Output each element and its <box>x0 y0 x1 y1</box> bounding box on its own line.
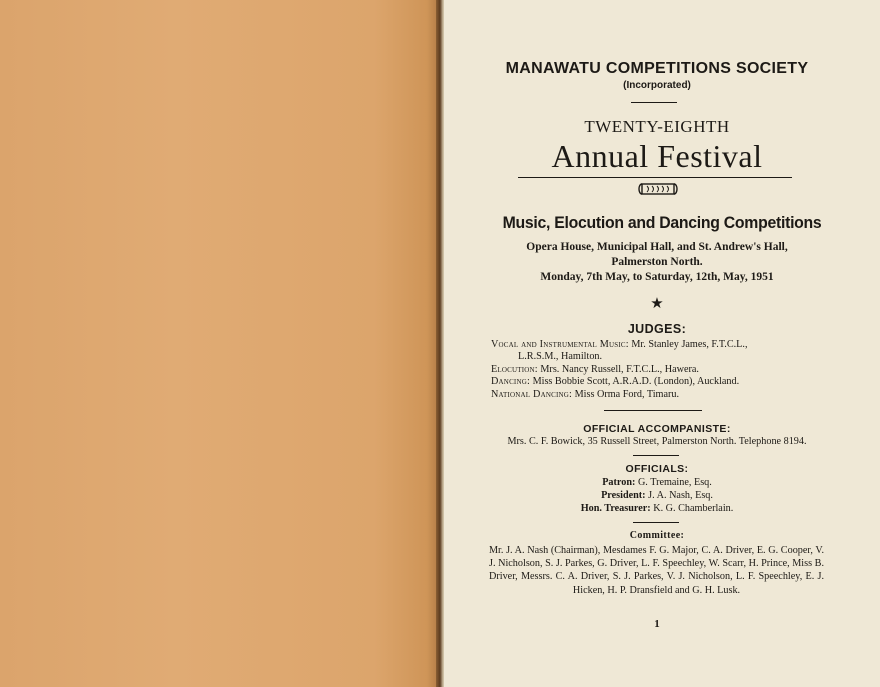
competitions-heading: Music, Elocution and Dancing Competitions <box>502 213 822 232</box>
judge-vocal-name: Mr. Stanley James, F.T.C.L., <box>631 339 748 350</box>
judge-dancing <box>491 376 823 389</box>
judge-dancing-name: Miss Bobbie Scott, A.R.A.D. (London), Auckland. <box>532 376 740 387</box>
treasurer-label: Hon. Treasurer: <box>580 503 651 514</box>
committee-members: Mr. J. A. Nash (Chairman), Mesdames F. G. Major, C. A. Driver, E. G. Cooper, V. J. Nicholson, S. J. Parkes, G. Driver, L. F. Speechley, W. Scarr, H. Prince, Miss B. Driver, Messrs. C. A. Driver, S. J. Parkes, V. J. Nicholson, L. F. Speechley, E. J. Hicken, H. P. Dransfield and G. H. Lusk. <box>489 545 824 596</box>
president-line <box>491 490 823 501</box>
venue-line: Opera House, Municipal Hall, and St. Andrew's Hall, <box>526 241 788 253</box>
judge-vocal-cont: L.R.S.M., Hamilton. <box>518 351 603 362</box>
title-underline <box>518 177 792 178</box>
president-label: President: <box>601 490 646 501</box>
festival-dates: Monday, 7th May, to Saturday, 12th, May, 1951 <box>540 271 774 283</box>
judge-elocution <box>491 364 823 377</box>
star-icon: ★ <box>650 296 664 312</box>
scroll-ornament-icon <box>638 181 678 197</box>
incorporated-note: (Incorporated) <box>623 80 691 91</box>
society-name: MANAWATU COMPETITIONS SOCIETY <box>505 60 809 77</box>
divider-rule <box>633 455 679 456</box>
judges-heading: JUDGES: <box>627 322 687 336</box>
judge-elocution-name: Mrs. Nancy Russell, F.T.C.L., Hawera. <box>540 364 699 375</box>
judge-national-name: Miss Orma Ford, Timaru. <box>574 389 680 400</box>
divider-rule <box>633 522 679 523</box>
judge-vocal-label: Vocal and Instrumental Music: <box>491 339 629 350</box>
judge-national <box>491 389 823 402</box>
programme-title-page <box>444 0 880 687</box>
accompaniste-details: Mrs. C. F. Bowick, 35 Russell Street, Palmerston North. Telephone 8194. <box>507 436 807 447</box>
patron-line <box>491 477 823 488</box>
divider-rule <box>631 102 677 103</box>
judge-vocal <box>491 339 823 352</box>
patron-name: G. Tremaine, Esq. <box>637 477 712 488</box>
committee-heading: Committee: <box>629 530 685 541</box>
venue-city: Palmerston North. <box>611 256 703 268</box>
treasurer-name: K. G. Chamberlain. <box>653 503 734 514</box>
judge-dancing-label: Dancing: <box>491 376 531 387</box>
festival-ordinal: TWENTY-EIGHTH <box>584 117 730 136</box>
judge-national-label: National Dancing: <box>491 389 573 400</box>
festival-title: Annual Festival <box>551 138 763 174</box>
accompaniste-heading: OFFICIAL ACCOMPANISTE: <box>583 423 731 435</box>
officials-heading: OFFICIALS: <box>625 463 689 475</box>
page-number: 1 <box>654 618 660 630</box>
treasurer-line <box>491 503 823 514</box>
judge-elocution-label: Elocution: <box>491 364 538 375</box>
president-name: J. A. Nash, Esq. <box>648 490 713 501</box>
divider-rule <box>604 410 702 411</box>
patron-label: Patron: <box>602 477 636 488</box>
